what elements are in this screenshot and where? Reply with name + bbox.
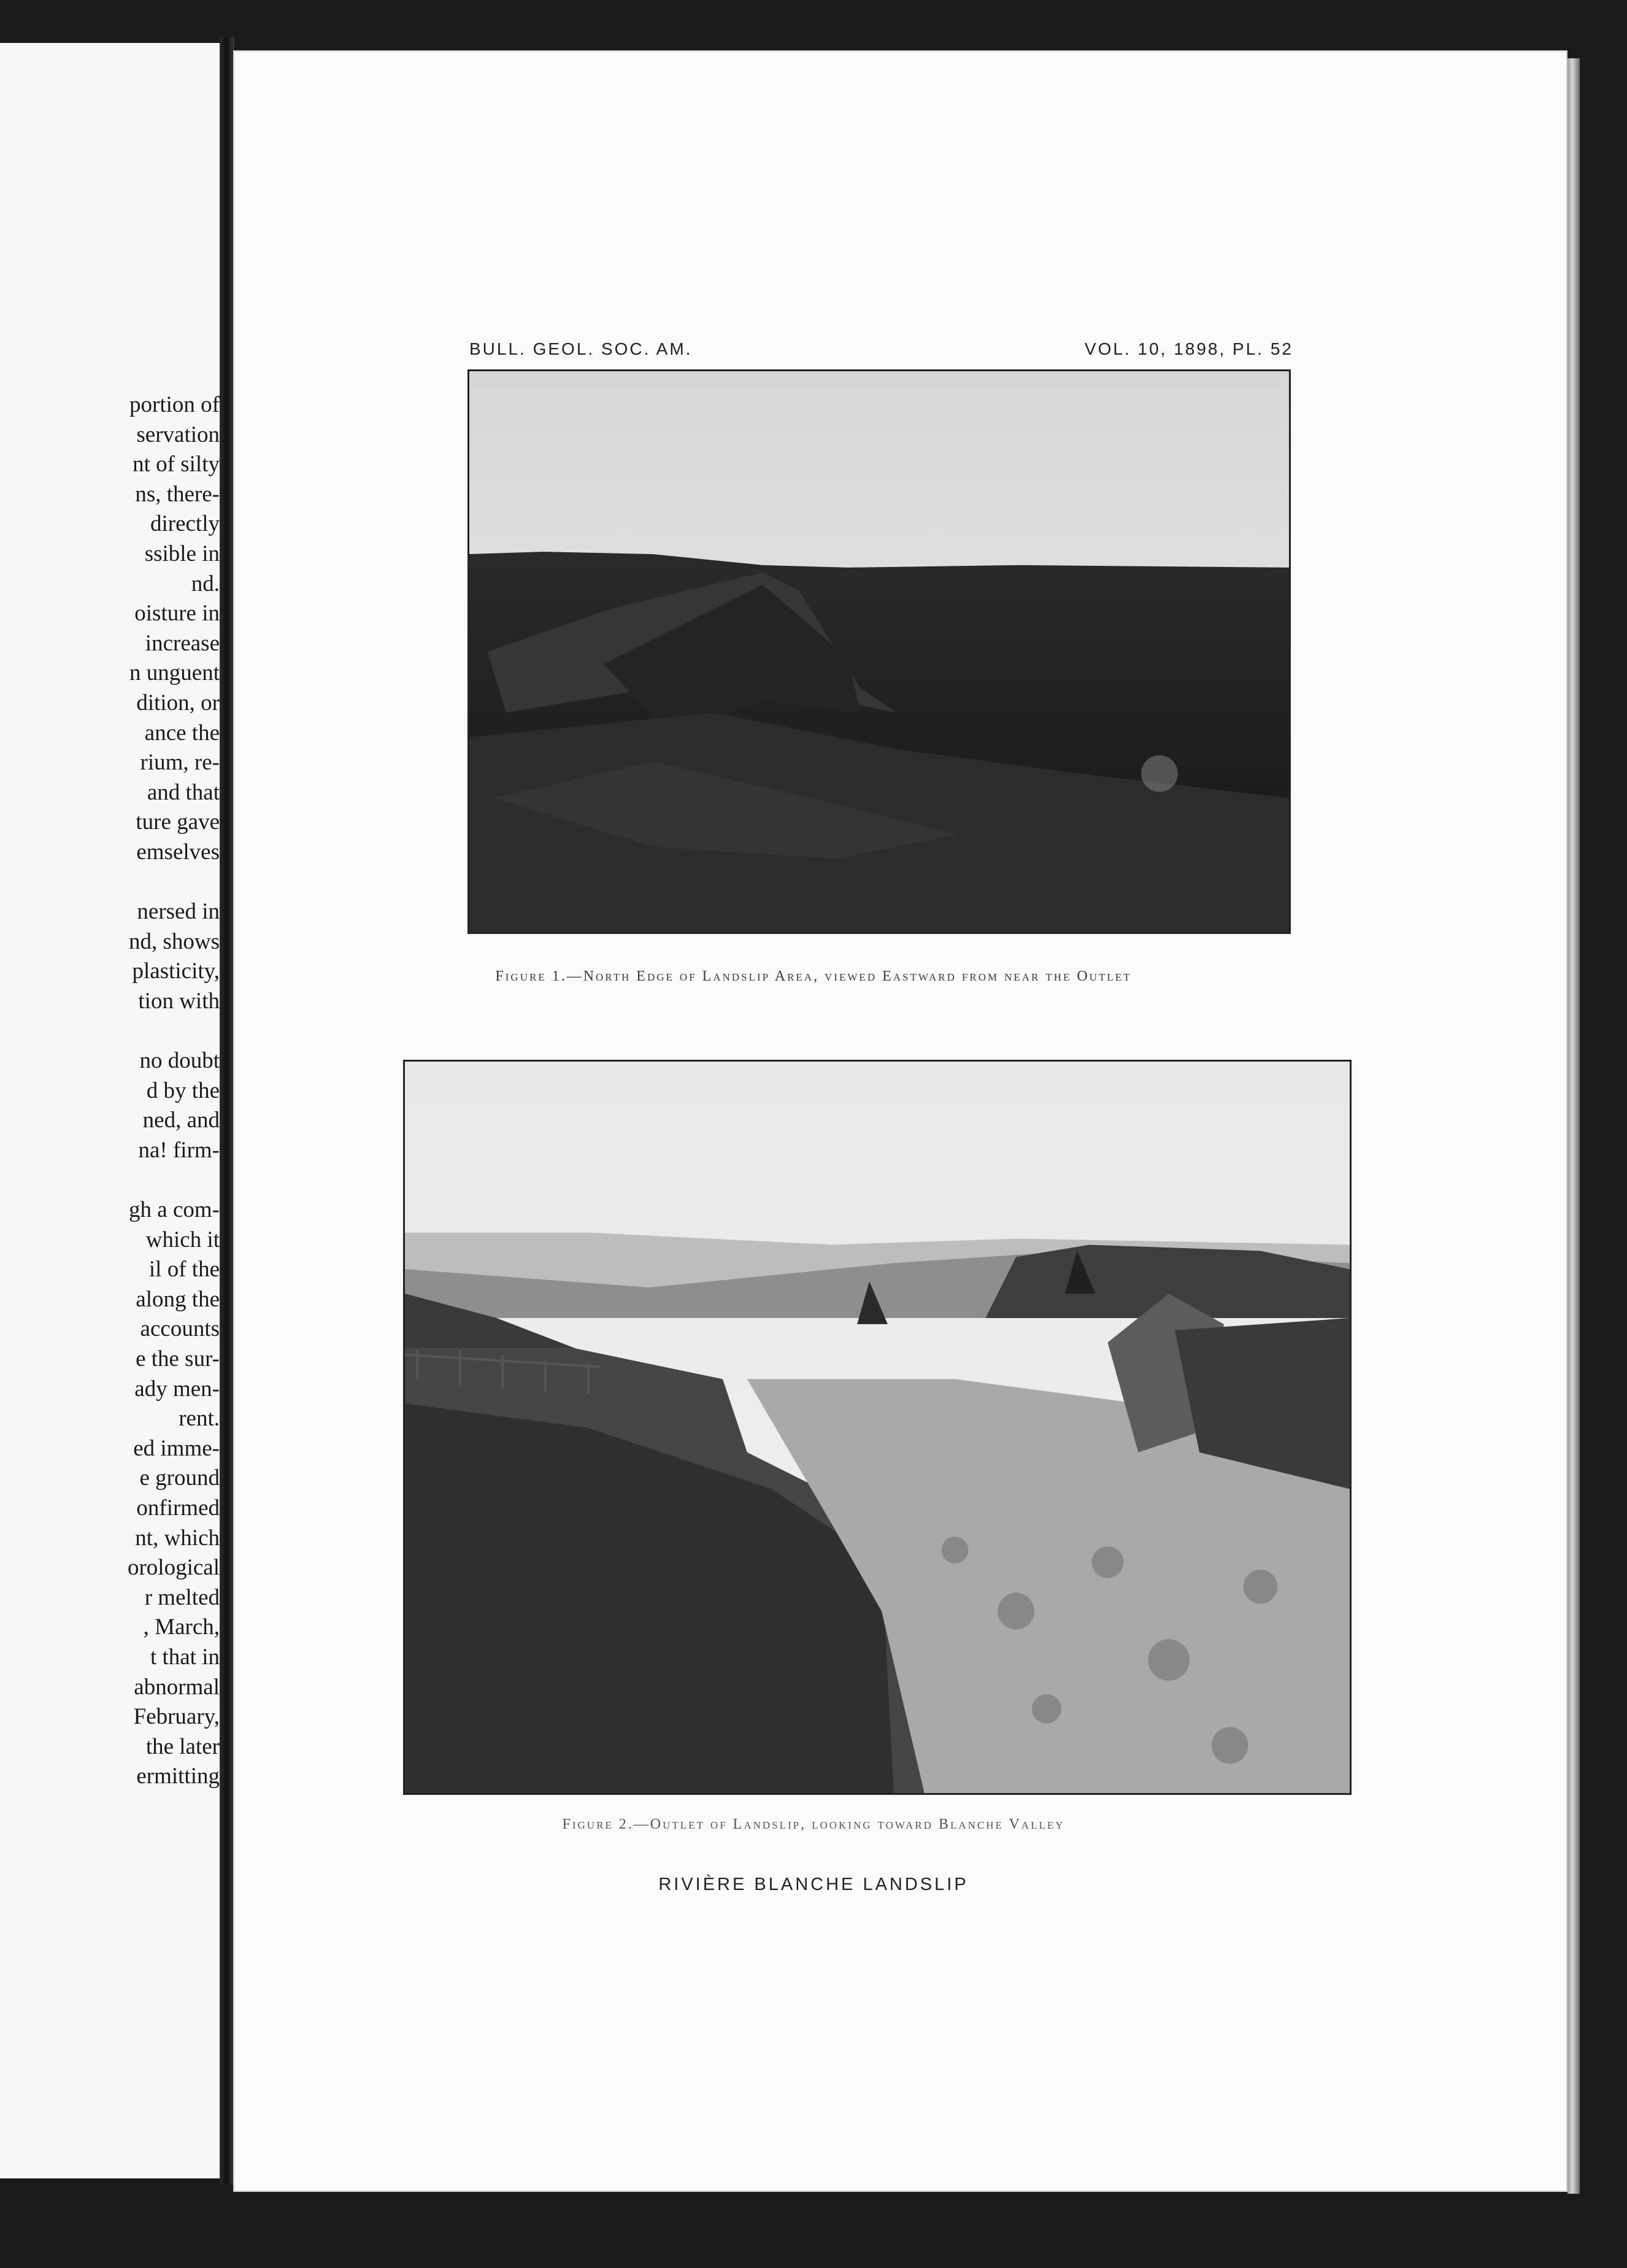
running-header-journal: BULL. GEOL. SOC. AM. xyxy=(469,339,693,358)
figure-2-caption: Figure 2.—Outlet of Landslip, looking toward Blanche Valley xyxy=(562,1816,1065,1832)
page-edge xyxy=(1567,58,1580,2194)
figure-1-caption: Figure 1.—North Edge of Landslip Area, viewed Eastward from near the Outlet xyxy=(495,968,1132,984)
previous-page-text: portion of servation nt of silty ns, there- directly ssible in nd. oisture in increase n unguent dition, or ance the rium, re- and that ture gave emselves nersed in nd, shows plasticity, tion with no doubt d by the ned, and na! firm- gh a com- which it il of the along the accounts e the sur- ady men- rent. ed imme- e ground onfirmed nt, which orological r melted , March, t that in abnormal February, the later ermitting xyxy=(127,392,220,1789)
book-gutter xyxy=(220,37,234,2185)
plate-title: RIVIÈRE BLANCHE LANDSLIP xyxy=(658,1875,969,1894)
previous-page-fragment xyxy=(0,43,221,2178)
figure-1-photograph xyxy=(467,369,1291,934)
running-header-volume: VOL. 10, 1898, PL. 52 xyxy=(1084,339,1293,358)
figure-2-photograph xyxy=(403,1060,1352,1795)
